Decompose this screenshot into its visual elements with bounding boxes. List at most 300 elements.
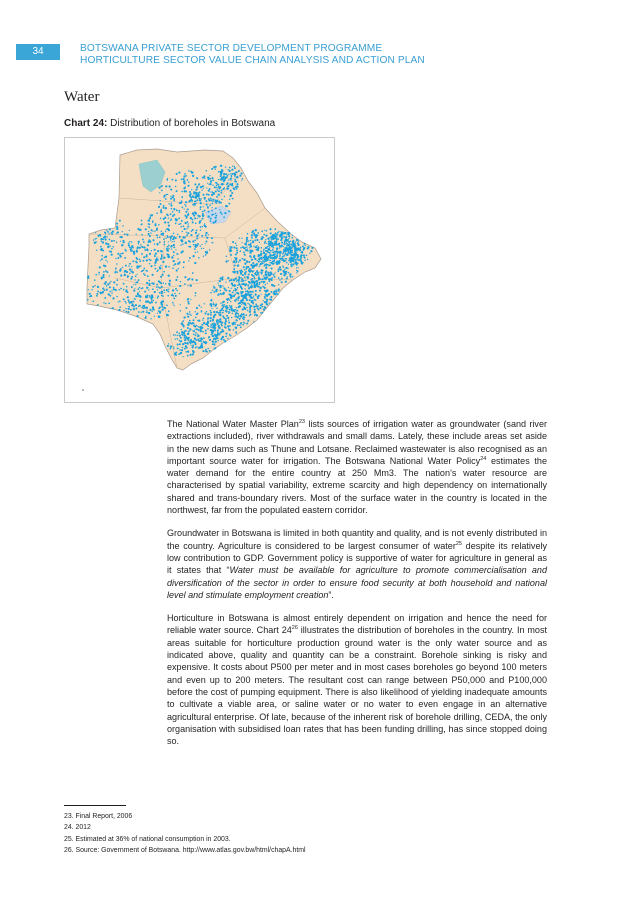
borehole-point bbox=[156, 212, 158, 214]
borehole-point bbox=[215, 341, 217, 343]
borehole-point bbox=[146, 307, 148, 309]
borehole-point bbox=[168, 225, 170, 227]
borehole-point bbox=[132, 246, 133, 247]
borehole-point bbox=[200, 208, 202, 210]
borehole-point bbox=[234, 316, 236, 318]
borehole-point bbox=[148, 223, 150, 225]
borehole-point bbox=[229, 290, 231, 292]
borehole-point bbox=[105, 284, 106, 285]
borehole-point bbox=[144, 274, 146, 276]
borehole-point bbox=[232, 271, 234, 273]
borehole-point bbox=[269, 252, 271, 254]
borehole-point bbox=[159, 236, 161, 238]
borehole-point bbox=[166, 229, 167, 230]
borehole-point bbox=[300, 259, 302, 261]
borehole-point bbox=[152, 306, 154, 308]
borehole-point bbox=[187, 221, 189, 223]
footnote-26: 26. Source: Government of Botswana. http://www.atlas.gov.bw/html/chapA.html bbox=[64, 847, 306, 855]
borehole-point bbox=[228, 203, 230, 205]
borehole-point bbox=[188, 260, 189, 261]
borehole-point bbox=[188, 170, 190, 172]
borehole-point bbox=[159, 312, 161, 314]
borehole-point bbox=[113, 281, 115, 283]
borehole-point bbox=[286, 232, 287, 233]
borehole-point bbox=[107, 283, 109, 285]
borehole-point bbox=[181, 240, 183, 242]
borehole-point bbox=[229, 329, 231, 331]
borehole-point bbox=[168, 248, 170, 250]
borehole-point bbox=[212, 320, 213, 321]
borehole-point bbox=[221, 276, 223, 278]
borehole-point bbox=[202, 213, 204, 215]
borehole-point bbox=[289, 273, 291, 275]
borehole-point bbox=[225, 336, 227, 338]
borehole-point bbox=[195, 195, 197, 197]
borehole-point bbox=[276, 239, 278, 241]
borehole-point bbox=[213, 166, 215, 168]
borehole-point bbox=[245, 268, 247, 270]
borehole-point bbox=[258, 306, 259, 307]
borehole-point bbox=[231, 192, 233, 194]
borehole-point bbox=[292, 258, 294, 260]
borehole-point bbox=[253, 306, 255, 308]
borehole-point bbox=[135, 304, 137, 306]
borehole-point bbox=[230, 173, 232, 175]
borehole-point bbox=[212, 179, 214, 181]
borehole-point bbox=[256, 283, 258, 285]
borehole-point bbox=[150, 318, 151, 319]
borehole-point bbox=[89, 293, 91, 295]
borehole-point bbox=[249, 315, 250, 316]
footnote-divider bbox=[64, 805, 126, 806]
borehole-point bbox=[116, 263, 118, 265]
borehole-point bbox=[211, 242, 213, 244]
borehole-point bbox=[273, 274, 275, 276]
borehole-point bbox=[157, 289, 158, 290]
borehole-point bbox=[227, 175, 228, 176]
borehole-point bbox=[225, 281, 226, 282]
borehole-point bbox=[154, 230, 155, 231]
borehole-point bbox=[184, 190, 186, 192]
borehole-point bbox=[260, 261, 261, 262]
borehole-point bbox=[160, 250, 162, 252]
borehole-point bbox=[220, 165, 222, 167]
borehole-point bbox=[156, 229, 158, 231]
borehole-point bbox=[167, 295, 169, 297]
borehole-point bbox=[237, 272, 239, 274]
borehole-point bbox=[157, 237, 159, 239]
borehole-point bbox=[252, 297, 254, 299]
borehole-point bbox=[252, 300, 254, 302]
borehole-point bbox=[286, 254, 288, 256]
borehole-point bbox=[242, 308, 244, 310]
borehole-point bbox=[94, 285, 95, 286]
borehole-point bbox=[254, 309, 256, 311]
borehole-point bbox=[189, 313, 191, 315]
borehole-point bbox=[302, 262, 304, 264]
borehole-point bbox=[131, 269, 132, 270]
borehole-point bbox=[212, 185, 213, 186]
borehole-point bbox=[265, 234, 267, 236]
borehole-point bbox=[257, 255, 259, 257]
borehole-point bbox=[184, 228, 186, 230]
borehole-point bbox=[196, 279, 198, 281]
borehole-point bbox=[194, 217, 196, 219]
borehole-point bbox=[259, 284, 260, 285]
borehole-point bbox=[149, 302, 151, 304]
borehole-point bbox=[135, 275, 137, 277]
borehole-point bbox=[150, 232, 151, 233]
borehole-point bbox=[201, 198, 202, 199]
borehole-point bbox=[247, 320, 249, 322]
borehole-point bbox=[214, 330, 216, 332]
borehole-point bbox=[175, 220, 177, 222]
borehole-point bbox=[192, 272, 194, 274]
borehole-point bbox=[210, 324, 211, 325]
borehole-point bbox=[258, 261, 260, 263]
borehole-point bbox=[285, 271, 287, 273]
borehole-point bbox=[136, 250, 138, 252]
borehole-point bbox=[252, 278, 253, 279]
borehole-point bbox=[214, 217, 216, 219]
borehole-point bbox=[223, 175, 225, 177]
borehole-point bbox=[233, 246, 235, 248]
borehole-point bbox=[198, 257, 200, 259]
borehole-point bbox=[210, 304, 212, 306]
borehole-point bbox=[200, 230, 201, 231]
borehole-point bbox=[162, 295, 164, 297]
borehole-point bbox=[185, 307, 187, 309]
borehole-point bbox=[226, 307, 227, 308]
borehole-point bbox=[286, 239, 288, 241]
borehole-point bbox=[216, 196, 218, 198]
borehole-point bbox=[170, 188, 172, 190]
borehole-point bbox=[122, 225, 123, 226]
borehole-point bbox=[158, 186, 160, 188]
borehole-point bbox=[94, 279, 96, 281]
borehole-point bbox=[151, 294, 153, 296]
borehole-point bbox=[161, 185, 163, 187]
borehole-point bbox=[250, 279, 251, 280]
borehole-point bbox=[255, 229, 257, 231]
borehole-point bbox=[151, 250, 152, 251]
borehole-point bbox=[157, 259, 159, 261]
borehole-point bbox=[205, 254, 207, 256]
borehole-point bbox=[190, 345, 191, 346]
borehole-point bbox=[94, 242, 96, 244]
borehole-point bbox=[119, 220, 121, 222]
borehole-point bbox=[265, 284, 267, 286]
borehole-point bbox=[108, 293, 110, 295]
borehole-point bbox=[204, 197, 206, 199]
borehole-point bbox=[163, 207, 165, 209]
borehole-point bbox=[241, 179, 242, 180]
borehole-point bbox=[256, 270, 258, 272]
borehole-point bbox=[235, 254, 237, 256]
borehole-point bbox=[237, 287, 239, 289]
borehole-point bbox=[250, 245, 252, 247]
borehole-point bbox=[282, 256, 284, 258]
borehole-point bbox=[157, 286, 158, 287]
borehole-point bbox=[269, 302, 270, 303]
borehole-point bbox=[240, 272, 242, 274]
borehole-point bbox=[265, 279, 267, 281]
borehole-point bbox=[257, 273, 259, 275]
borehole-point bbox=[244, 303, 246, 305]
borehole-point bbox=[196, 346, 198, 348]
borehole-point bbox=[98, 272, 100, 274]
borehole-point bbox=[203, 337, 205, 339]
borehole-point bbox=[162, 261, 164, 263]
borehole-point bbox=[294, 251, 295, 252]
borehole-point bbox=[115, 268, 117, 270]
borehole-point bbox=[228, 325, 230, 327]
borehole-point bbox=[197, 312, 199, 314]
borehole-point bbox=[131, 276, 133, 278]
borehole-point bbox=[180, 252, 182, 254]
borehole-point bbox=[238, 281, 240, 283]
borehole-point bbox=[236, 307, 237, 308]
borehole-point bbox=[235, 323, 236, 324]
borehole-point bbox=[193, 341, 195, 343]
paragraph-2 bbox=[167, 527, 547, 601]
borehole-point bbox=[185, 330, 187, 332]
borehole-point bbox=[235, 331, 236, 332]
borehole-point bbox=[187, 333, 189, 335]
borehole-point bbox=[198, 215, 200, 217]
borehole-point bbox=[207, 328, 209, 330]
borehole-point bbox=[169, 280, 171, 282]
borehole-point bbox=[276, 248, 278, 250]
paragraph-3 bbox=[167, 612, 547, 747]
borehole-point bbox=[148, 280, 150, 282]
borehole-point bbox=[99, 292, 101, 294]
borehole-point bbox=[230, 179, 231, 180]
borehole-point bbox=[119, 301, 121, 303]
borehole-point bbox=[230, 194, 232, 196]
borehole-point bbox=[130, 309, 132, 311]
borehole-point bbox=[210, 181, 212, 183]
borehole-point bbox=[122, 240, 124, 242]
running-head-line-1: BOTSWANA PRIVATE SECTOR DEVELOPMENT PROGRAMME bbox=[80, 43, 383, 54]
borehole-point bbox=[190, 234, 192, 236]
borehole-point bbox=[215, 200, 216, 201]
borehole-point bbox=[200, 346, 202, 348]
borehole-point bbox=[289, 253, 291, 255]
borehole-point bbox=[251, 259, 252, 260]
borehole-point bbox=[244, 276, 246, 278]
borehole-point bbox=[187, 223, 189, 225]
borehole-point bbox=[234, 167, 236, 169]
borehole-point bbox=[125, 311, 127, 313]
borehole-point bbox=[105, 239, 107, 241]
borehole-point bbox=[182, 250, 184, 252]
borehole-point bbox=[118, 289, 120, 291]
borehole-point bbox=[106, 289, 108, 291]
borehole-point bbox=[220, 321, 222, 323]
borehole-point bbox=[154, 254, 155, 255]
borehole-point bbox=[220, 315, 221, 316]
borehole-point bbox=[241, 304, 242, 305]
borehole-point bbox=[136, 251, 138, 253]
borehole-point bbox=[232, 313, 233, 314]
borehole-point bbox=[119, 254, 121, 256]
borehole-point bbox=[262, 306, 264, 308]
borehole-point bbox=[281, 245, 283, 247]
borehole-point bbox=[198, 234, 199, 235]
borehole-point bbox=[250, 297, 251, 298]
borehole-point bbox=[235, 290, 237, 292]
borehole-point bbox=[232, 166, 233, 167]
borehole-point bbox=[272, 250, 273, 251]
borehole-point bbox=[123, 289, 125, 291]
borehole-point bbox=[188, 278, 190, 280]
borehole-point bbox=[165, 265, 167, 267]
borehole-point bbox=[158, 315, 160, 317]
borehole-point bbox=[98, 273, 99, 274]
borehole-point bbox=[150, 265, 152, 267]
borehole-point bbox=[236, 245, 237, 246]
borehole-point bbox=[172, 215, 174, 217]
borehole-point bbox=[116, 284, 117, 285]
borehole-point bbox=[287, 247, 289, 249]
borehole-point bbox=[218, 312, 220, 314]
borehole-point bbox=[154, 265, 156, 267]
borehole-point bbox=[173, 303, 174, 304]
borehole-point bbox=[142, 238, 144, 240]
borehole-point bbox=[213, 343, 215, 345]
borehole-point bbox=[225, 333, 227, 335]
borehole-point bbox=[277, 237, 278, 238]
borehole-point bbox=[136, 258, 138, 260]
borehole-point bbox=[198, 320, 200, 322]
borehole-point bbox=[218, 179, 219, 180]
borehole-point bbox=[173, 251, 175, 253]
borehole-point bbox=[184, 208, 185, 209]
borehole-point bbox=[103, 271, 105, 273]
borehole-point bbox=[228, 260, 229, 261]
borehole-point bbox=[181, 333, 183, 335]
borehole-point bbox=[285, 260, 286, 261]
borehole-point bbox=[124, 301, 126, 303]
borehole-point bbox=[213, 192, 215, 194]
borehole-point bbox=[226, 260, 228, 262]
borehole-point bbox=[215, 220, 217, 222]
borehole-point bbox=[235, 262, 236, 263]
borehole-point bbox=[176, 331, 178, 333]
borehole-point bbox=[160, 203, 162, 205]
borehole-point bbox=[165, 231, 166, 232]
borehole-point bbox=[273, 291, 275, 293]
borehole-point bbox=[92, 300, 94, 302]
borehole-point bbox=[173, 334, 175, 336]
borehole-point bbox=[117, 253, 119, 255]
borehole-point bbox=[238, 186, 239, 187]
borehole-point bbox=[197, 338, 199, 340]
borehole-point bbox=[143, 256, 145, 258]
borehole-point bbox=[109, 239, 111, 241]
borehole-point bbox=[124, 233, 126, 235]
borehole-point bbox=[265, 239, 266, 240]
borehole-point bbox=[226, 315, 228, 317]
borehole-point bbox=[194, 323, 195, 324]
borehole-point bbox=[223, 304, 225, 306]
borehole-point bbox=[167, 254, 169, 256]
borehole-point bbox=[257, 248, 259, 250]
borehole-point bbox=[266, 294, 268, 296]
borehole-point bbox=[186, 228, 187, 229]
borehole-point bbox=[233, 310, 235, 312]
borehole-point bbox=[131, 266, 132, 267]
borehole-point bbox=[228, 294, 229, 295]
borehole-point bbox=[184, 276, 186, 278]
borehole-point bbox=[168, 217, 169, 218]
borehole-point bbox=[181, 329, 183, 331]
borehole-point bbox=[154, 262, 156, 264]
borehole-point bbox=[187, 299, 189, 301]
borehole-point bbox=[254, 258, 256, 260]
borehole-point bbox=[106, 285, 107, 286]
borehole-point bbox=[183, 178, 185, 180]
borehole-point bbox=[87, 299, 89, 301]
borehole-point bbox=[229, 305, 231, 307]
borehole-point bbox=[125, 308, 126, 309]
borehole-point bbox=[213, 286, 214, 287]
borehole-point bbox=[226, 305, 228, 307]
borehole-point bbox=[205, 343, 207, 345]
borehole-point bbox=[195, 295, 196, 296]
borehole-point bbox=[180, 337, 182, 339]
borehole-point bbox=[164, 195, 166, 197]
borehole-point bbox=[286, 276, 288, 278]
borehole-point bbox=[220, 324, 222, 326]
borehole-point bbox=[251, 293, 253, 295]
borehole-point bbox=[264, 306, 266, 308]
borehole-point bbox=[135, 284, 136, 285]
borehole-point bbox=[221, 190, 223, 192]
borehole-point bbox=[143, 307, 145, 309]
borehole-point bbox=[154, 243, 156, 245]
borehole-point bbox=[217, 329, 219, 331]
borehole-point bbox=[135, 295, 137, 297]
borehole-point bbox=[111, 254, 113, 256]
borehole-point bbox=[141, 312, 142, 313]
borehole-point bbox=[235, 181, 237, 183]
borehole-point bbox=[276, 233, 278, 235]
borehole-point bbox=[172, 302, 173, 303]
borehole-point bbox=[172, 211, 174, 213]
borehole-point bbox=[244, 323, 245, 324]
borehole-point bbox=[266, 299, 268, 301]
borehole-point bbox=[157, 295, 159, 297]
borehole-point bbox=[173, 255, 174, 256]
borehole-point bbox=[260, 258, 262, 260]
borehole-point bbox=[270, 273, 272, 275]
borehole-point bbox=[149, 263, 150, 264]
borehole-point bbox=[240, 250, 242, 252]
borehole-point bbox=[273, 257, 275, 259]
borehole-point bbox=[234, 284, 236, 286]
borehole-point bbox=[146, 248, 148, 250]
borehole-point bbox=[168, 310, 170, 312]
borehole-point bbox=[283, 255, 285, 257]
footnote-23: 23. Final Report, 2006 bbox=[64, 813, 133, 820]
borehole-point bbox=[224, 322, 226, 324]
borehole-point bbox=[217, 184, 219, 186]
borehole-point bbox=[186, 351, 188, 353]
borehole-point bbox=[180, 352, 182, 354]
borehole-point bbox=[230, 175, 232, 177]
